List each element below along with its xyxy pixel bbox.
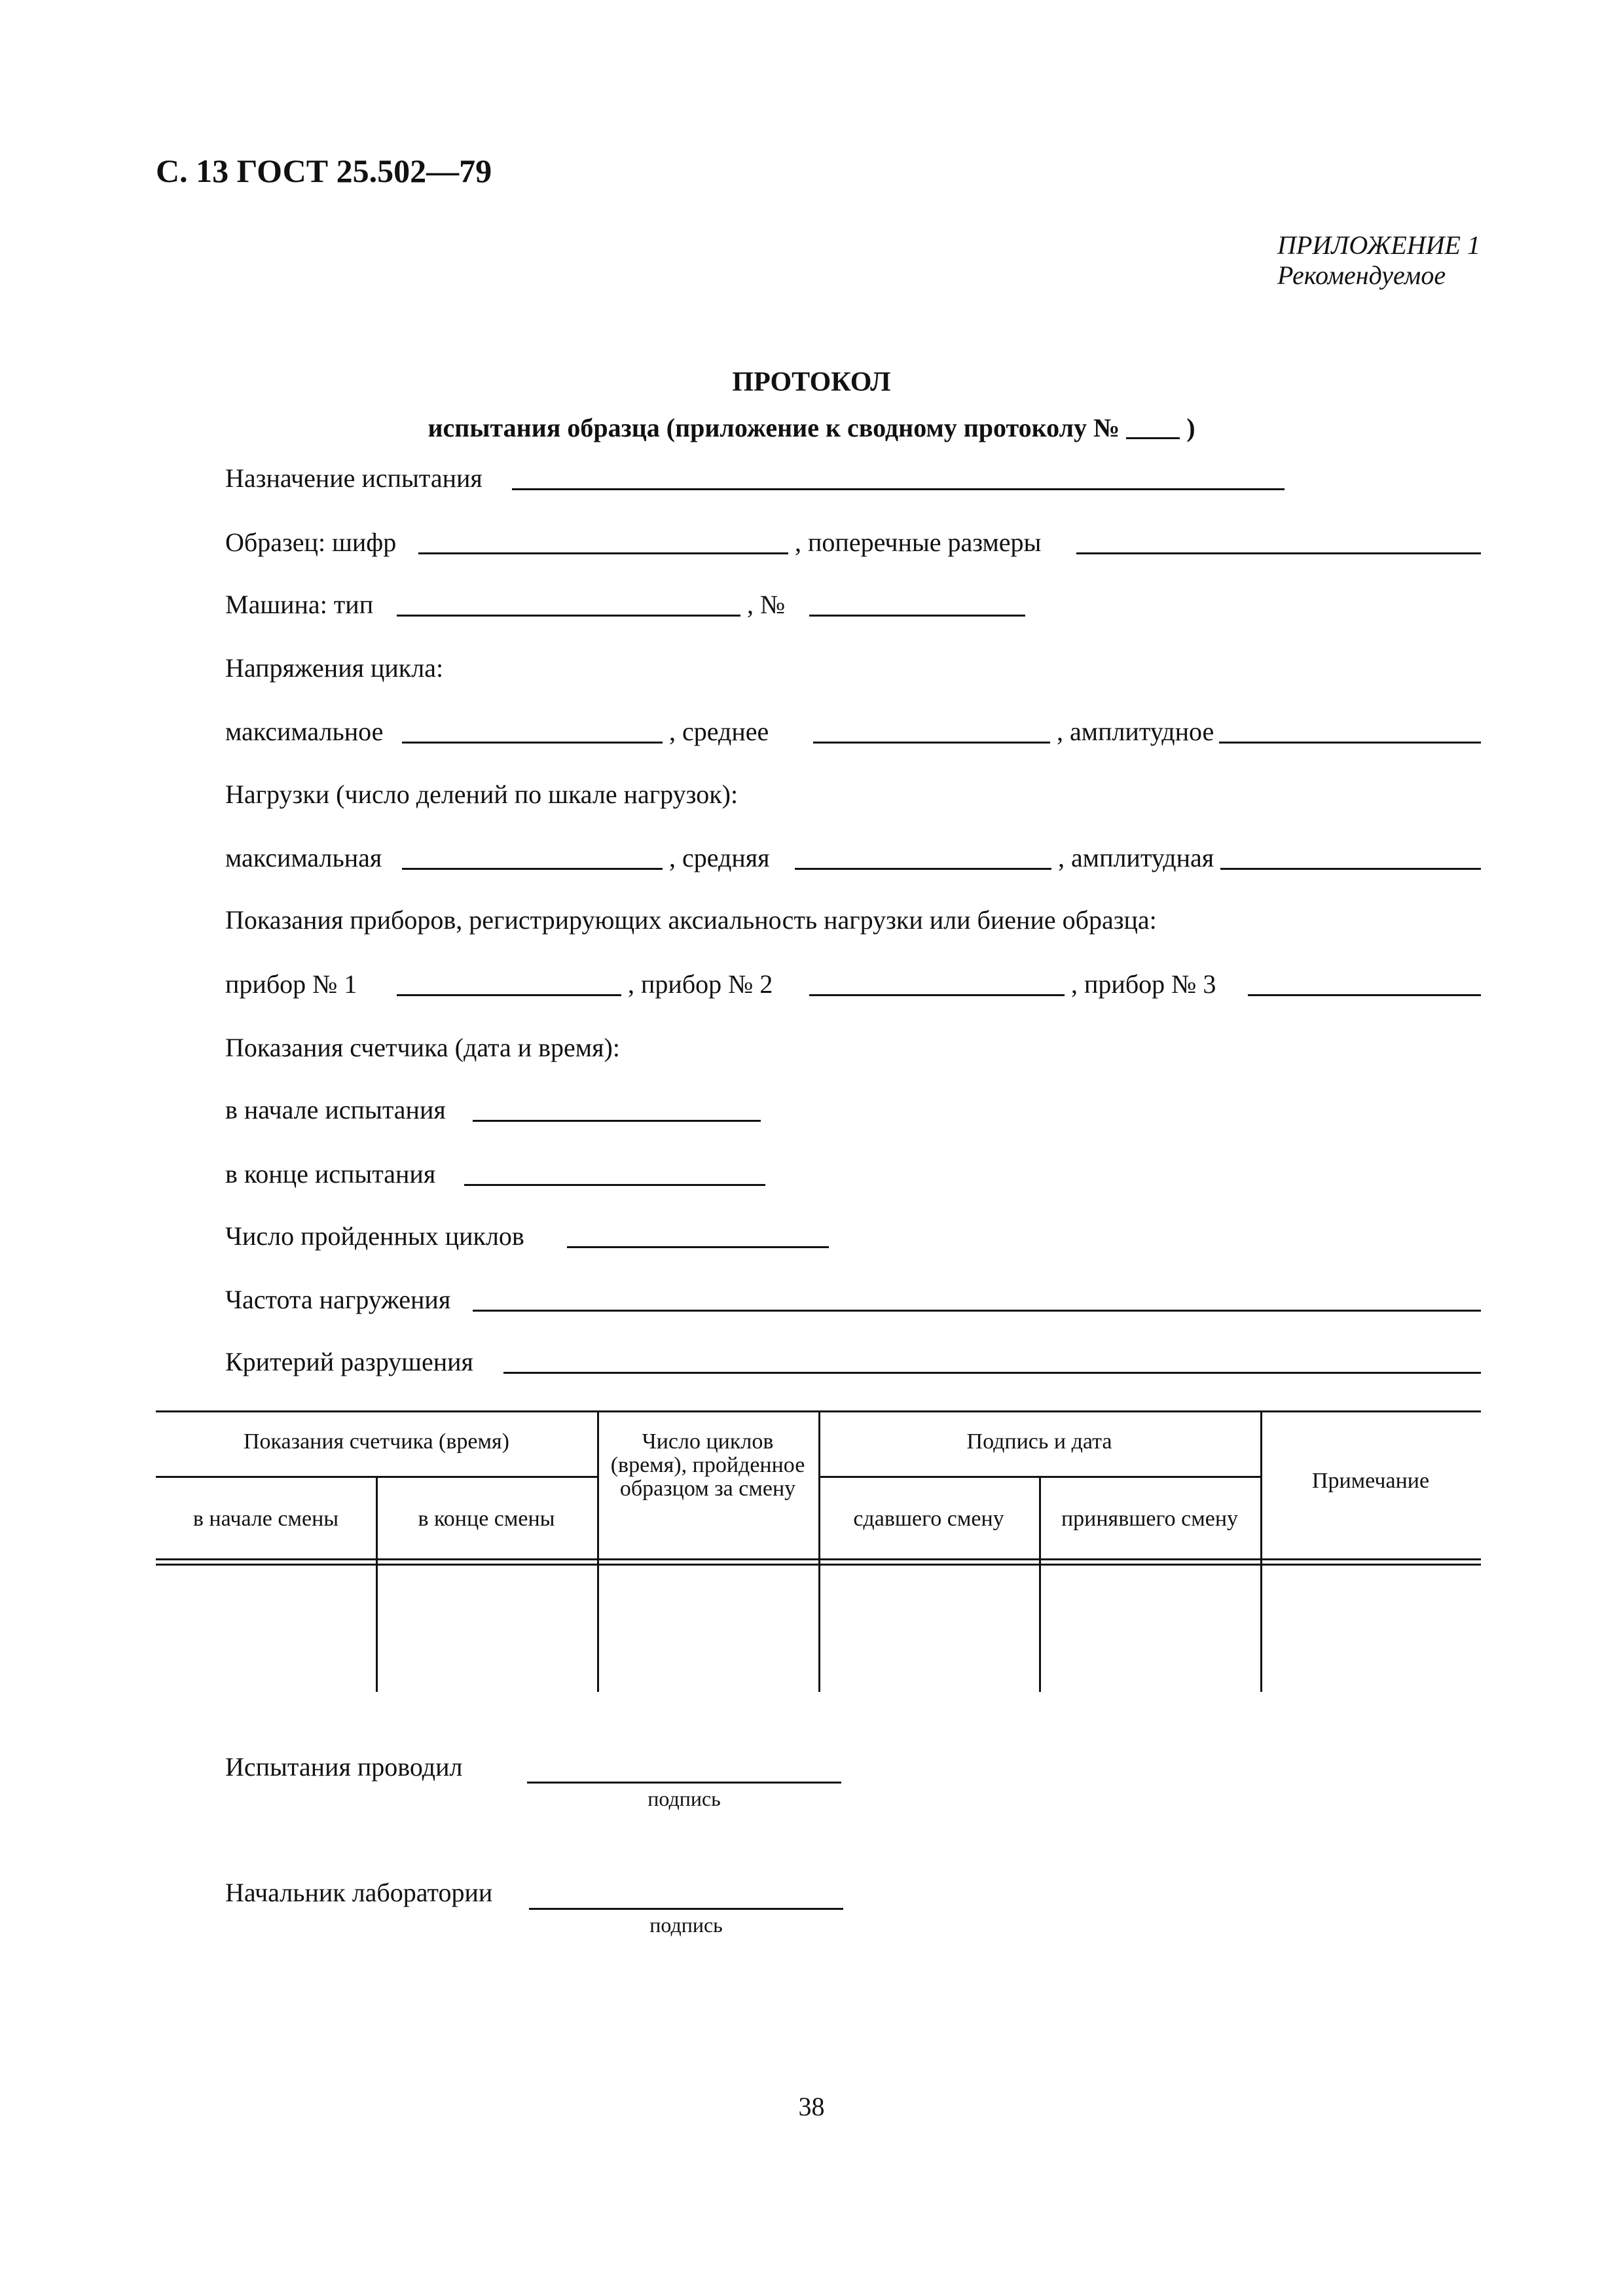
label-load-max: максимальная — [225, 843, 382, 872]
label-failure: Критерий разрушения — [225, 1347, 473, 1376]
subtitle-close: ) — [1186, 413, 1195, 442]
instruments-heading — [225, 903, 1469, 936]
stress-heading-text: Напряжения цикла: — [225, 653, 444, 683]
counter-heading — [225, 1031, 1207, 1064]
load-mean-field[interactable] — [795, 868, 1051, 870]
load-heading — [225, 778, 1207, 810]
th-shift-end: в конце смены — [418, 1507, 555, 1531]
load-heading-text: Нагрузки (число делений по шкале нагрузок): — [225, 780, 739, 809]
label-counter-end: в конце испытания — [225, 1159, 436, 1189]
field-row-load — [225, 841, 1481, 874]
tester-signature-caption: подпись — [647, 1787, 721, 1810]
instruments-heading-text: Показания приборов, регистрирующих аксиальность нагрузки или биение образца: — [225, 905, 1157, 935]
appendix-label — [1277, 230, 1480, 291]
lab-head-signature-caption: подпись — [649, 1913, 723, 1937]
field-row-failure — [225, 1345, 1481, 1378]
stress-max-field[interactable] — [402, 742, 663, 744]
load-max-field[interactable] — [402, 868, 663, 870]
label-purpose: Назначение испытания — [225, 463, 483, 493]
field-row-purpose — [225, 461, 1338, 494]
label-stress-mean: , среднее — [669, 717, 769, 746]
document-title: ПРОТОКОЛ — [732, 367, 891, 397]
label-tester: Испытания проводил — [225, 1752, 463, 1782]
label-load-mean: , средняя — [669, 843, 770, 872]
field-row-sample — [225, 526, 1481, 558]
stress-amp-field[interactable] — [1219, 742, 1481, 744]
field-row-instruments — [225, 967, 1481, 1000]
stress-heading — [225, 651, 1207, 684]
instr-2-field[interactable] — [809, 994, 1065, 996]
field-row-cycles — [225, 1219, 880, 1252]
label-frequency: Частота нагружения — [225, 1285, 451, 1314]
table-cell-note[interactable] — [1262, 1566, 1481, 1692]
table-cell-start[interactable] — [156, 1566, 376, 1692]
counter-heading-text: Показания счетчика (дата и время): — [225, 1033, 620, 1062]
label-cycles: Число пройденных циклов — [225, 1221, 524, 1251]
subtitle-text: испытания образца (приложение к сводному протоколу № — [428, 413, 1120, 442]
th-note: Примечание — [1311, 1469, 1430, 1493]
stress-mean-field[interactable] — [813, 742, 1050, 744]
label-stress-max: максимальное — [225, 717, 384, 746]
tester-signature-field[interactable] — [527, 1782, 841, 1784]
label-stress-amp: , амплитудное — [1057, 717, 1214, 746]
sample-code-field[interactable] — [418, 552, 788, 554]
field-row-machine — [225, 588, 1076, 620]
label-instr-1: прибор № 1 — [225, 969, 357, 999]
label-lab-head: Начальник лаборатории — [225, 1878, 493, 1907]
counter-start-field[interactable] — [473, 1120, 761, 1122]
machine-type-field[interactable] — [397, 615, 740, 617]
label-sample-code: Образец: шифр — [225, 528, 397, 557]
field-row-frequency — [225, 1283, 1481, 1316]
field-row-counter-start — [225, 1093, 814, 1126]
document-subtitle — [0, 412, 1623, 443]
counter-end-field[interactable] — [464, 1184, 765, 1186]
purpose-field[interactable] — [512, 488, 1285, 490]
instr-1-field[interactable] — [397, 994, 621, 996]
lab-head-signature-field[interactable] — [529, 1908, 843, 1910]
shift-log-table — [156, 1410, 1481, 1692]
label-counter-start: в начале испытания — [225, 1095, 446, 1124]
cross-sizes-field[interactable] — [1076, 552, 1481, 554]
th-signature-group: Подпись и дата — [966, 1429, 1112, 1454]
table-cell-cycles[interactable] — [599, 1566, 818, 1692]
label-instr-3: , прибор № 3 — [1071, 969, 1216, 999]
label-machine-no: , № — [747, 590, 786, 619]
label-cross-sizes: , поперечные размеры — [795, 528, 1042, 557]
th-cycles: Число циклов (время), пройденное образцом за смену — [610, 1429, 805, 1501]
th-shift-start: в начале смены — [192, 1507, 339, 1531]
th-counter-group: Показания счетчика (время) — [244, 1429, 509, 1454]
label-instr-2: , прибор № 2 — [628, 969, 773, 999]
table-cell-handed[interactable] — [820, 1566, 1039, 1692]
protocol-number-field[interactable] — [1126, 437, 1180, 439]
appendix-note: Рекомендуемое — [1277, 260, 1446, 290]
instr-3-field[interactable] — [1248, 994, 1481, 996]
load-amp-field[interactable] — [1220, 868, 1481, 870]
th-received: принявшего смену — [1061, 1507, 1239, 1531]
table-cell-end[interactable] — [378, 1566, 597, 1692]
appendix-title: ПРИЛОЖЕНИЕ 1 — [1277, 230, 1480, 260]
field-row-stress — [225, 715, 1481, 747]
field-row-counter-end — [225, 1157, 814, 1190]
frequency-field[interactable] — [473, 1310, 1481, 1312]
label-machine-type: Машина: тип — [225, 590, 374, 619]
machine-no-field[interactable] — [809, 615, 1025, 617]
label-load-amp: , амплитудная — [1058, 843, 1214, 872]
failure-field[interactable] — [503, 1372, 1481, 1374]
cycles-field[interactable] — [567, 1246, 829, 1248]
th-handed-over: сдавшего смену — [853, 1507, 1004, 1531]
document-header: С. 13 ГОСТ 25.502—79 — [156, 152, 492, 189]
table-cell-received[interactable] — [1041, 1566, 1260, 1692]
page-number: 38 — [798, 2092, 825, 2121]
